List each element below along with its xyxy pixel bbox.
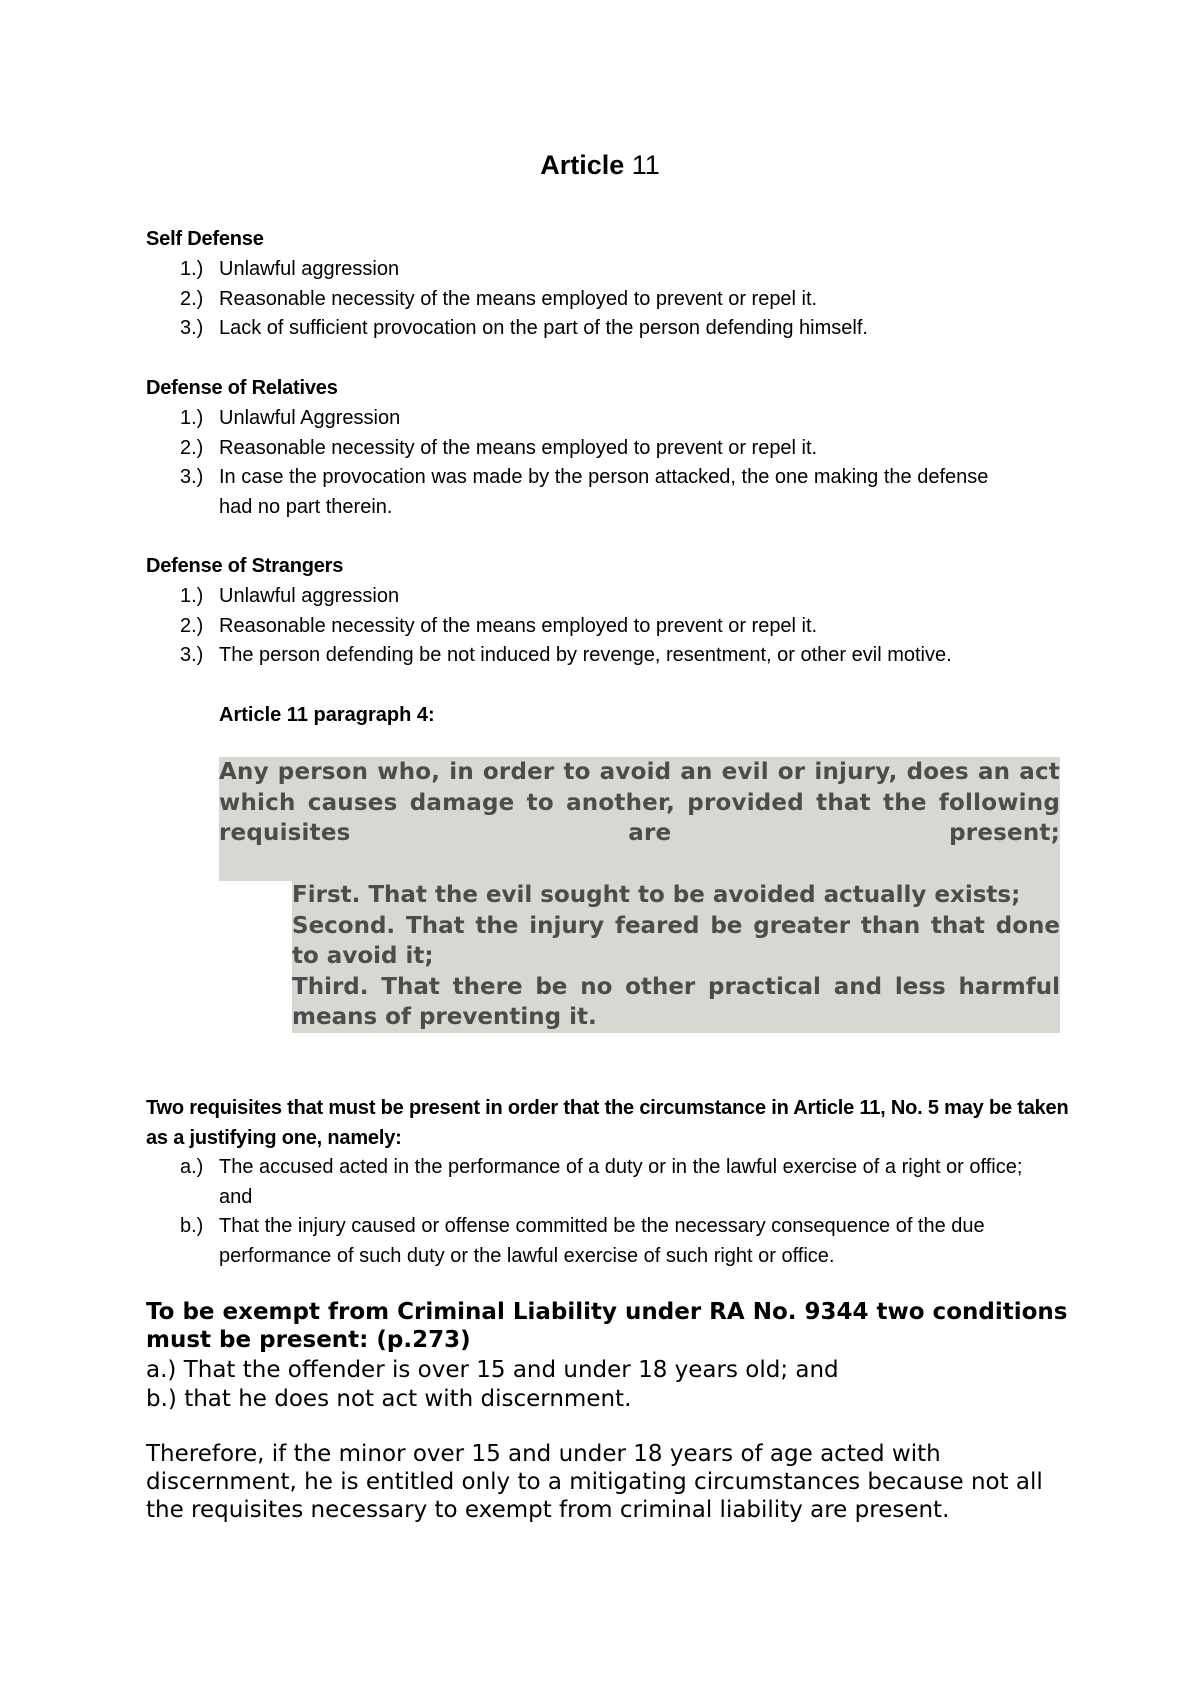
list-marker: 2.) (180, 436, 204, 459)
list-item (180, 463, 1020, 522)
self-defense-heading: Self Defense (146, 228, 264, 250)
list-marker: b.) (180, 1215, 204, 1237)
defense-relatives-heading: Defense of Relatives (146, 377, 338, 399)
list-marker: 3.) (180, 644, 204, 666)
list-text: In case the provocation was made by the person attacked, the one making the defense had no part therein. (219, 466, 989, 518)
list-marker: 2.) (180, 287, 204, 310)
list-marker: 1.) (180, 585, 204, 607)
defense-strangers-heading: Defense of Strangers (146, 555, 344, 577)
list-item (180, 255, 1080, 285)
title-word: Article (540, 150, 625, 180)
ra9344-item-a: a.) That the offender is over 15 and under 18 years old; and (146, 1357, 839, 1383)
defense-relatives-list (180, 404, 1020, 522)
paragraph4-heading: Article 11 paragraph 4: (219, 704, 435, 726)
list-marker: 1.) (180, 258, 204, 280)
list-marker: 3.) (180, 466, 204, 488)
paragraph4-second: Second. That the injury feared be greater than that done to avoid it; (292, 912, 1060, 969)
list-text: Reasonable necessity of the means employed to prevent or repel it. (219, 287, 818, 310)
list-marker: 1.) (180, 407, 204, 429)
paragraph4-first: First. That the evil sought to be avoided actually exists; (292, 882, 1021, 908)
list-marker: 3.) (180, 317, 204, 339)
list-text: Unlawful aggression (219, 258, 400, 280)
list-text: Reasonable necessity of the means employed to prevent or repel it. (219, 436, 818, 459)
list-item (180, 404, 1020, 434)
page-title (0, 150, 1200, 181)
requisites-heading: Two requisites that must be present in order that the circumstance in Article 11, No. 5 may be taken as a justifying one, namely: (146, 1097, 1069, 1149)
list-text: That the injury caused or offense committed be the necessary consequence of the due performance of such duty or the lawful exercise of such right or office. (219, 1215, 985, 1267)
paragraph4-third: Third. That there be no other practical and less harmful means of preventing it. (292, 973, 1060, 1030)
paragraph4-intro: Any person who, in order to avoid an evil or injury, does an act which causes damage to another, provided that the following requisites are present; (219, 759, 1060, 846)
list-text: The person defending be not induced by revenge, resentment, or other evil motive. (219, 644, 952, 666)
list-item (180, 1212, 1060, 1271)
list-text: Unlawful aggression (219, 585, 400, 607)
title-number: 11 (631, 150, 660, 180)
conclusion-paragraph: Therefore, if the minor over 15 and under 18 years of age acted with discernment, he is entitled only to a mitigating circumstances because not all the requisites necessary to exempt from criminal liability are present. (146, 1441, 1043, 1523)
ra9344-item-b: b.) that he does not act with discernment. (146, 1386, 632, 1412)
list-text: Reasonable necessity of the means employed to prevent or repel it. (219, 614, 818, 637)
list-item (180, 641, 1080, 671)
list-item (180, 1153, 1060, 1212)
list-item (180, 434, 1020, 464)
list-item (180, 285, 1080, 315)
ra9344-heading: To be exempt from Criminal Liability under RA No. 9344 two conditions must be present: (p.273) (146, 1299, 1068, 1353)
paragraph4-intro-block (219, 757, 1060, 881)
self-defense-list (180, 255, 1080, 344)
list-text: Lack of sufficient provocation on the part of the person defending himself. (219, 317, 868, 339)
list-item (180, 314, 1080, 344)
list-text: Unlawful Aggression (219, 407, 401, 429)
list-marker: 2.) (180, 614, 204, 637)
list-marker: a.) (180, 1156, 204, 1178)
list-item (180, 582, 1080, 612)
defense-strangers-list (180, 582, 1080, 671)
list-text: The accused acted in the performance of a duty or in the lawful exercise of a right or office; and (219, 1156, 1023, 1208)
list-item (180, 612, 1080, 642)
paragraph4-requisites-block (292, 880, 1060, 1033)
requisites-list (180, 1153, 1060, 1271)
